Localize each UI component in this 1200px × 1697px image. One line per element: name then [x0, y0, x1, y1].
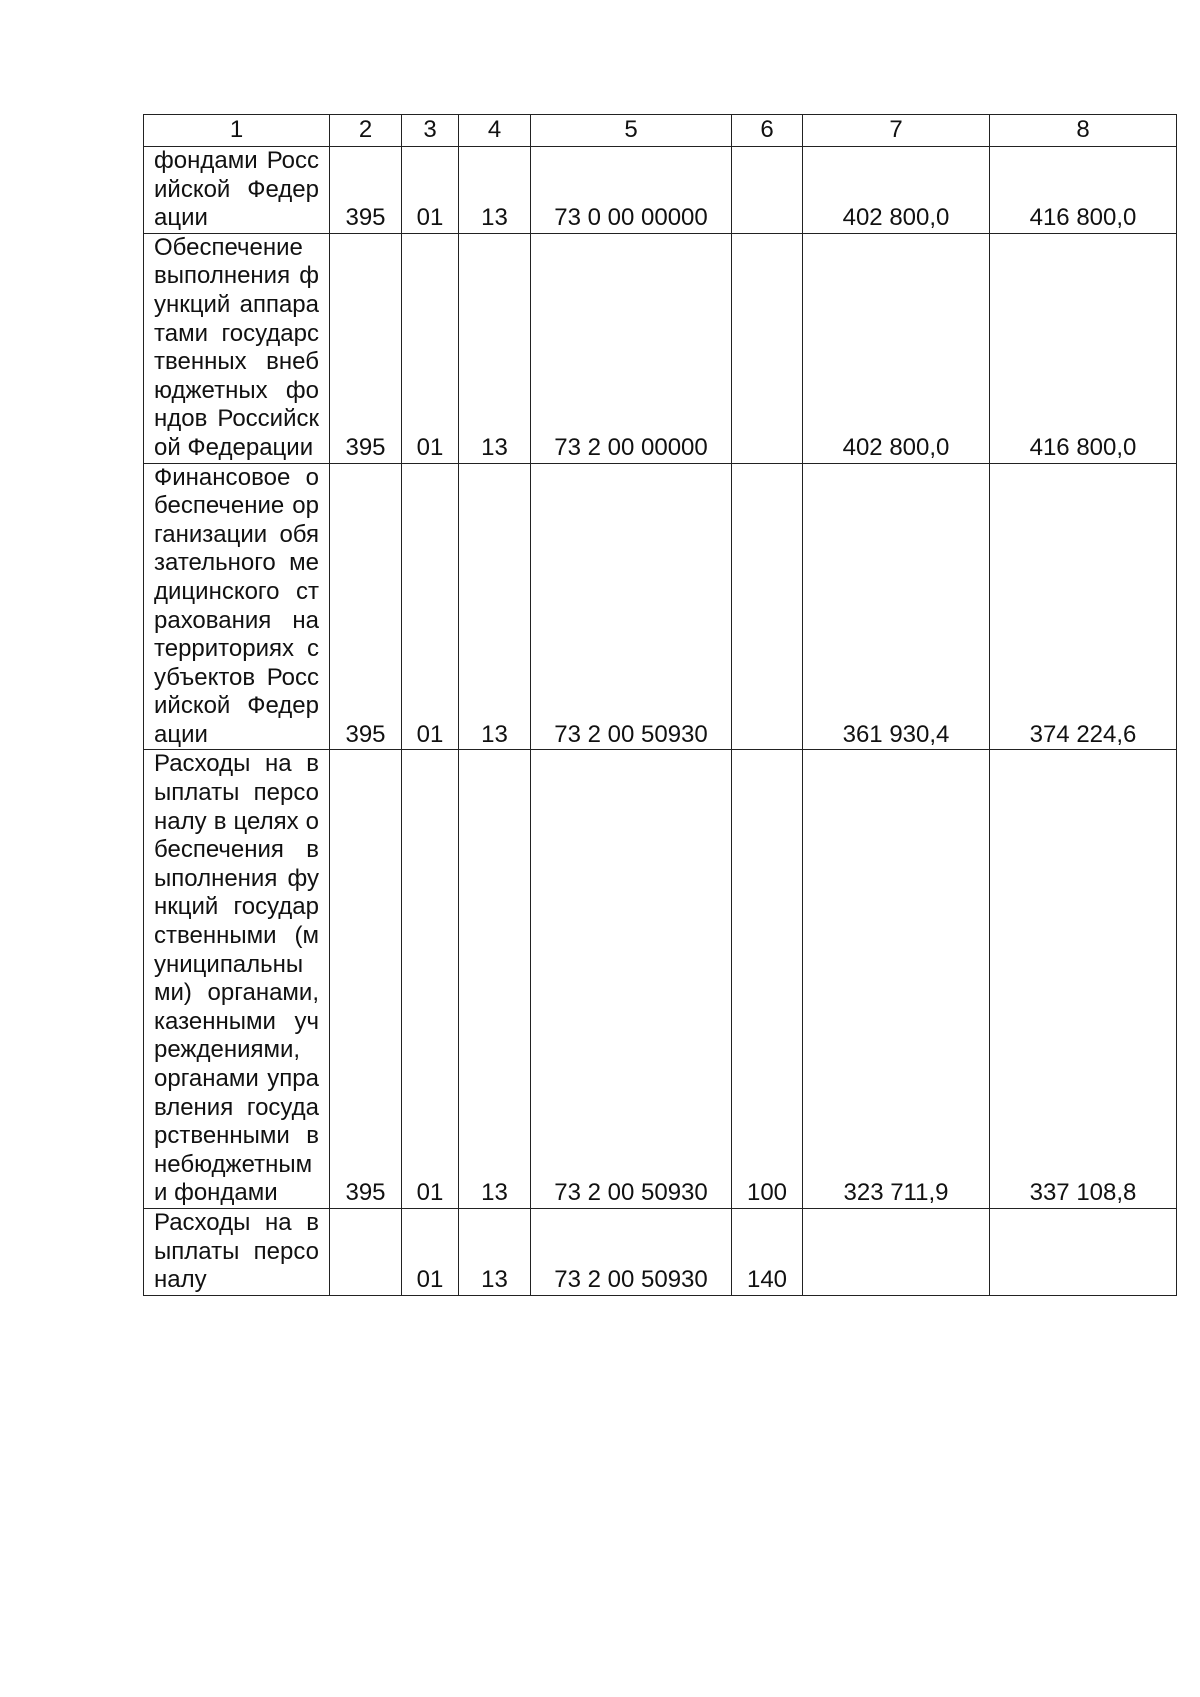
row-amount-cell: 416 800,0	[990, 233, 1177, 463]
header-cell: 2	[330, 115, 402, 147]
row-amount-cell: 323 711,9	[803, 750, 990, 1209]
row-name-cell: Расходы на выплаты персоналу в целях обеспечения выполнения функций государственными (муниципальными) органами, казенными учреждениями, органами управления государственными внебюджетными фондами	[144, 750, 330, 1209]
row-expense-type-cell	[732, 233, 803, 463]
row-target-article-cell: 73 2 00 50930	[531, 463, 732, 750]
header-cell: 3	[402, 115, 459, 147]
row-name-cell: Финансовое обеспечение организации обязательного медицинского страхования на территориях субъектов Российской Федерации	[144, 463, 330, 750]
row-section-cell: 01	[402, 750, 459, 1209]
row-amount-cell	[803, 1208, 990, 1295]
row-amount-cell: 337 108,8	[990, 750, 1177, 1209]
header-cell: 6	[732, 115, 803, 147]
row-section-cell: 01	[402, 233, 459, 463]
row-code-cell: 395	[330, 147, 402, 234]
row-expense-type-cell: 100	[732, 750, 803, 1209]
row-target-article-cell: 73 2 00 50930	[531, 1208, 732, 1295]
row-subsection-cell: 13	[459, 233, 531, 463]
header-cell: 5	[531, 115, 732, 147]
row-subsection-cell: 13	[459, 1208, 531, 1295]
row-amount-cell: 374 224,6	[990, 463, 1177, 750]
row-code-cell: 395	[330, 750, 402, 1209]
table-row	[144, 750, 1177, 1209]
row-section-cell: 01	[402, 147, 459, 234]
row-amount-cell: 416 800,0	[990, 147, 1177, 234]
header-cell: 4	[459, 115, 531, 147]
row-name-cell: Обеспечение выполнения функций аппаратами государственных внебюджетных фондов Российской Федерации	[144, 233, 330, 463]
header-cell: 1	[144, 115, 330, 147]
row-expense-type-cell	[732, 147, 803, 234]
row-code-cell	[330, 1208, 402, 1295]
table-row	[144, 1208, 1177, 1295]
table-row	[144, 147, 1177, 234]
row-amount-cell: 361 930,4	[803, 463, 990, 750]
header-cell: 7	[803, 115, 990, 147]
table-header-row	[144, 115, 1177, 147]
row-name-cell: фондами Российской Федерации	[144, 147, 330, 234]
row-expense-type-cell	[732, 463, 803, 750]
row-section-cell: 01	[402, 1208, 459, 1295]
row-amount-cell: 402 800,0	[803, 147, 990, 234]
table-row	[144, 463, 1177, 750]
row-section-cell: 01	[402, 463, 459, 750]
row-amount-cell: 402 800,0	[803, 233, 990, 463]
row-target-article-cell: 73 2 00 50930	[531, 750, 732, 1209]
row-subsection-cell: 13	[459, 463, 531, 750]
row-subsection-cell: 13	[459, 147, 531, 234]
header-cell: 8	[990, 115, 1177, 147]
row-name-cell: Расходы на выплаты персоналу	[144, 1208, 330, 1295]
budget-table	[143, 114, 1177, 1296]
row-target-article-cell: 73 0 00 00000	[531, 147, 732, 234]
table-row	[144, 233, 1177, 463]
row-code-cell: 395	[330, 463, 402, 750]
row-subsection-cell: 13	[459, 750, 531, 1209]
row-target-article-cell: 73 2 00 00000	[531, 233, 732, 463]
row-code-cell: 395	[330, 233, 402, 463]
row-expense-type-cell: 140	[732, 1208, 803, 1295]
row-amount-cell	[990, 1208, 1177, 1295]
